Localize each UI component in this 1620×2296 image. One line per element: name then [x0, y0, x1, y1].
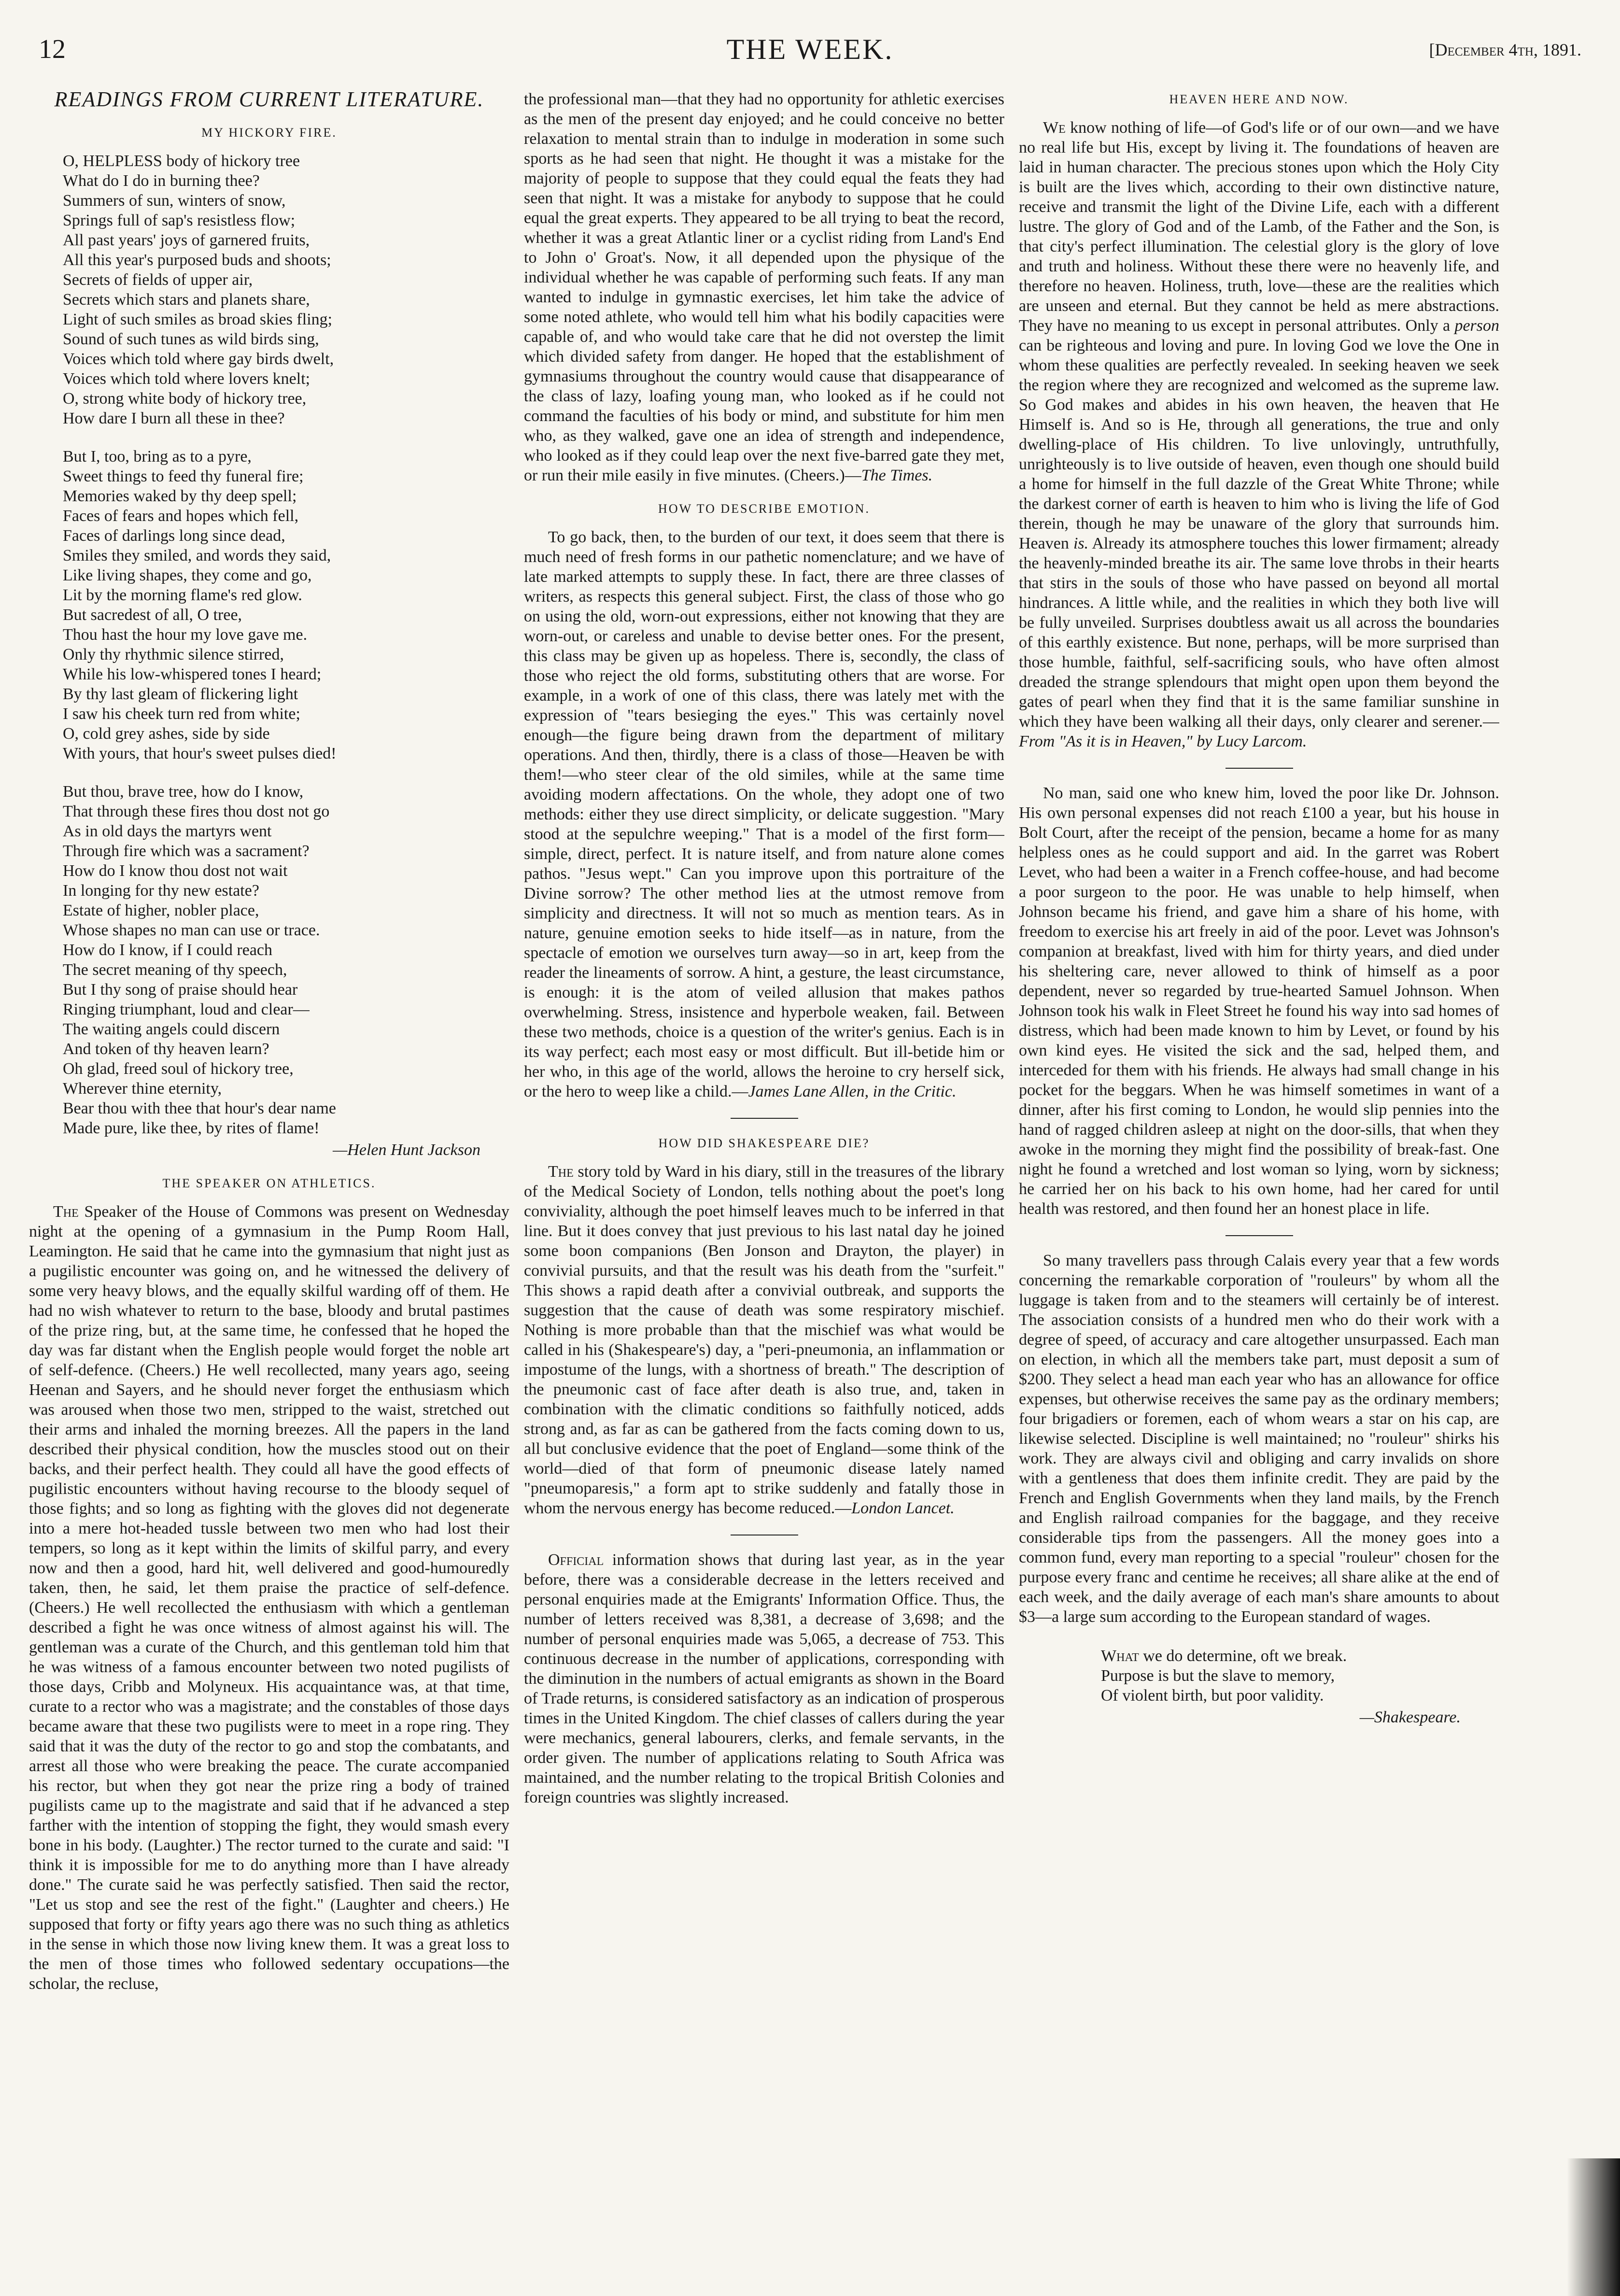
poem-line: Wherever thine eternity,: [63, 1080, 222, 1098]
shakespeare-quote: [1101, 1646, 1499, 1727]
publication-title: THE WEEK.: [726, 33, 894, 65]
poem-line: But thou, brave tree, how do I know,: [63, 783, 304, 801]
poem-line: Voices which told where lovers knelt;: [63, 370, 310, 388]
article-body: Already its atmosphere touches this lower firmament; already the heavenly-minded breathe its air. The same love throbs in their hearts that stirs in the souls of those who have passed on beyond all mortal hindrances. A little while, and the realities in which they both live will be fully unveiled. Surprises doubtless await us all across the boundaries of this earthly existence. But none, perhaps, will be more surprised than those humble, faithful, self-sacrificing souls, who have often almost dreaded the strange splendours that might open upon them beyond the gates of pearl when they find that it is the same familiar sunshine in which they have been walking all their days, only clearer and serener.—: [1019, 535, 1499, 731]
column-left: [29, 89, 509, 2243]
poem-line: Sound of such tunes as wild birds sing,: [63, 330, 319, 348]
lead-word: Official: [548, 1551, 604, 1569]
poem-line: Faces of darlings long since dead,: [63, 527, 285, 545]
article-source: London Lancet.: [851, 1499, 955, 1517]
poem-line: Oh glad, freed soul of hickory tree,: [63, 1060, 294, 1078]
poem-line: Like living shapes, they come and go,: [63, 566, 312, 584]
poem-line: Estate of higher, nobler place,: [63, 901, 259, 919]
poem-line: Made pure, like thee, by rites of flame!: [63, 1119, 320, 1137]
section-heading: READINGS FROM CURRENT LITERATURE.: [54, 89, 484, 111]
lead-word: The: [53, 1203, 79, 1221]
article-body: information shows that during last year, as in the year before, there was a considerable decrease in the letters received and personal enquiries made at the Emigrants' Information Office. Thus, the number of letters received was 8,381, a decrease of 3,698; and the number of personal enquiries made was 5,065, a decrease of 753. This continuous decrease in the number of applications, corresponding with the diminution in the numbers of actual emigrants as shown in the Board of Trade returns, is considered satisfactory as an indication of prosperous times in the United Kingdom. The chief classes of callers during the year were mechanics, general labourers, clerks, and female servants, in the order given. The number of applications relating to South Africa was maintained, and the number relating to the tropical British Colonies and foreign countries was slightly increased.: [524, 1551, 1004, 1806]
poem-line: Secrets which stars and planets share,: [63, 291, 310, 309]
lead-word: The: [548, 1163, 574, 1181]
emphasis: person: [1454, 317, 1499, 335]
lead-word: We: [1043, 119, 1066, 137]
poem-line: Light of such smiles as broad skies fling;: [63, 310, 333, 328]
article-athletics-continued: [524, 89, 1004, 485]
poem-line: Springs full of sap's resistless flow;: [63, 211, 296, 229]
article-source: James Lane Allen, in the Critic.: [748, 1083, 957, 1100]
divider-rule: [731, 1118, 798, 1119]
article-heaven: [1019, 118, 1499, 751]
poem-line: In longing for thy new estate?: [63, 882, 259, 900]
poem-line: That through these fires thou dost not go: [63, 803, 330, 820]
poem-line: While his low-whispered tones I heard;: [63, 665, 322, 683]
emphasis: is.: [1073, 535, 1089, 552]
poem-line: Secrets of fields of upper air,: [63, 271, 253, 289]
quote-line-2: Purpose is but the slave to memory,: [1101, 1667, 1335, 1685]
article-title-emotion: HOW TO DESCRIBE EMOTION.: [658, 502, 870, 516]
quote-line-1: [1101, 1646, 1499, 1666]
poem-line: But I, too, bring as to a pyre,: [63, 448, 252, 465]
divider-rule: [1226, 768, 1293, 769]
article-source: The Times.: [861, 466, 933, 484]
poem-line: How do I know thou dost not wait: [63, 862, 288, 880]
poem-line: Thou hast the hour my love gave me.: [63, 626, 308, 644]
article-source: From "As it is in Heaven," by Lucy Larcom.: [1019, 732, 1307, 750]
poem-line: Lit by the morning flame's red glow.: [63, 586, 302, 604]
article-emigrants: [524, 1550, 1004, 1807]
poem-line: Bear thou with thee that hour's dear name: [63, 1099, 336, 1117]
poem-stanza-1: [63, 151, 509, 428]
poem-line: And token of thy heaven learn?: [63, 1040, 269, 1058]
poem-line: O, HELPLESS body of hickory tree: [63, 152, 300, 170]
article-body: know nothing of life—of God's life or of our own—and we have no real life but His, except by living it. The foundations of heaven are laid in human character. The precious stones upon which the Holy City is built are the lives which, according to their own distinctive nature, receive and transmit the light of the Divine Life, each with a different lustre. The glory of God and of the Lamb, of the Father and the Son, is that city's perfect illumination. The celestial glory is the glory of love and truth and holiness. Without these there were no heavenly life, and therefore no heaven. Holiness, truth, love—these are the realities which are unseen and eternal. But they cannot be held as mere abstractions. They have no meaning to us except in personal attributes. Only a: [1019, 119, 1499, 335]
poem-line: But I thy song of praise should hear: [63, 981, 298, 999]
poem-line: O, cold grey ashes, side by side: [63, 725, 270, 743]
lead-word: What: [1101, 1647, 1139, 1665]
poem-stanza-2: [63, 447, 509, 763]
quote-author: —Shakespeare.: [1359, 1708, 1461, 1726]
poem-line: As in old days the martyrs went: [63, 822, 272, 840]
poem-line: But sacredest of all, O tree,: [63, 606, 242, 624]
poem-line: All this year's purposed buds and shoots;: [63, 251, 331, 269]
quote-line-3: Of violent birth, but poor validity.: [1101, 1687, 1324, 1704]
poem-line: I saw his cheek turn red from white;: [63, 705, 300, 723]
poem-stanza-3: [63, 782, 509, 1138]
article-body: the professional man—that they had no opportunity for athletic exercises as the men of the present day enjoyed; and he could conceive no better relaxation to mental strain than to indulge in moderation in some such sports as he had seen that night. He thought it was a mistake for the majority of people to suppose that they could equal the feats they had seen that night. It was a mistake for anybody to suppose that he could equal the great experts. They appeared to be all trying to beat the record, whether it was a great Atlantic liner or a cyclist riding from Land's End to John o' Groat's. Now, it all depended upon the physique of the individual whether he was capable of performing such feats. If any man wanted to indulge in gymnastic exercises, let him take the advice of some noted athlete, who would tell him what his bodily capacities were capable of, and who would take care that he did not overstep the limit which divided safety from danger. He hoped that the establishment of gymnasiums throughout the country would cause that disappearance of the class of lazy, loafing young man, who looked as if he could not command the faculties of his body or mind, and substitute for him men who, as they walked, gave one an idea of strength and independence, who looked as if they could leap over the next five-barred gate they met, or run their mile easily in five minutes. (Cheers.)—: [524, 90, 1004, 484]
poem-line: The secret meaning of thy speech,: [63, 961, 287, 979]
poem-line: With yours, that hour's sweet pulses died!: [63, 745, 337, 762]
poem-line: All past years' joys of garnered fruits,: [63, 231, 310, 249]
quote-text: we do determine, oft we break.: [1139, 1647, 1347, 1665]
page-number: 12: [39, 34, 66, 64]
poem-line: Smiles they smiled, and words they said,: [63, 547, 331, 564]
article-athletics: [29, 1202, 509, 1994]
poem-line: Faces of fears and hopes which fell,: [63, 507, 299, 525]
poem-line: Ringing triumphant, loud and clear—: [63, 1000, 310, 1018]
poem-line: O, strong white body of hickory tree,: [63, 390, 307, 408]
article-shakespeare: [524, 1162, 1004, 1518]
poem-line: Sweet things to feed thy funeral fire;: [63, 467, 304, 485]
article-title-athletics: THE SPEAKER ON ATHLETICS.: [162, 1176, 376, 1190]
issue-date: [December 4th, 1891.: [1429, 40, 1581, 59]
poem-line: Voices which told where gay birds dwelt,: [63, 350, 334, 368]
article-calais: So many travellers pass through Calais every year that a few words concerning the remarkable corporation of "rouleurs" by whom all the luggage is taken from and to the steamers will certainly be of interest. The association consists of a hundred men who do their work with a degree of speed, of accuracy and care altogether unsurpassed. Each man on election, in which all the members take part, must deposit a sum of $200. They select a head man each year who has an allowance for office expenses, but otherwise receives the same pay as the ordinary members; four brigadiers or foremen, each of whom wears a star on his cap, are likewise selected. Discipline is well maintained; no "rouleur" shirks his work. They are always civil and obliging and carry invalids on shore with a gentleness that does them infinite credit. They are paid by the French and English Governments when they land mails, by the French and English railroad companies for the baggage, and they receive considerable tips from the passengers. All the money goes into a common fund, every man reporting to a special "rouleur" chosen for the purpose every franc and centime he receives; all share alike at the end of each week, and the daily average of each man's share amounts to about $3—a large sum according to the European standard of wages.: [1019, 1252, 1499, 1626]
poem-author: —Helen Hunt Jackson: [333, 1141, 480, 1159]
poem-line: Memories waked by thy deep spell;: [63, 487, 297, 505]
article-title-heaven: HEAVEN HERE AND NOW.: [1169, 92, 1349, 106]
poem-hickory-fire: [63, 151, 509, 1138]
poem-line: Only thy rhythmic silence stirred,: [63, 646, 284, 663]
article-body: can be righteous and loving and pure. In loving God we love the One in whom these qualities are perfectly revealed. In seeking heaven we seek the region where they are recognized and welcomed as the supreme law. So God makes and abides in his own heaven, the heaven that He Himself is. And so is He, through all generations, the true and only dwelling-place of His children. To live unlovingly, untruthfully, unrighteously is to live outside of heaven, even though one should build a home for himself in the full dazzle of the Great White Throne; while the darkest corner of earth is heaven to him who is living the life of God therein, though he may be unaware of the glory that surrounds him. Heaven: [1019, 337, 1499, 552]
poem-line: What do I do in burning thee?: [63, 172, 260, 190]
article-body: To go back, then, to the burden of our text, it does seem that there is much need of fresh forms in our pathetic nomenclature; and we have of late marked attempts to supply these. In fact, there are three classes of writers, as respects this general subject. First, the class of those who go on using the old, worn-out expressions, either not knowing that they are worn-out, or careless and unable to devise better ones. For the present, this class may be given up as hopeless. There is, secondly, the class of those who reject the old forms, substituting others that are worse. For example, in a work of one of this class, there was lately met with the expression of "tears besieging the eyes." This was certainly novel enough—the figure being drawn from the department of military operations. And then, thirdly, there is a class of those—Heaven be with them!—who steer clear of the old similes, while at the same time avoiding modern affectations. On the whole, they adopt one of two methods: either they use direct simplicity, or delicate suggestion. "Mary stood at the sepulchre weeping." That is a model of the first form—simple, direct, perfect. It is nature itself, and from nature alone comes pathos. "Jesus wept." Can you improve upon this portraiture of the Divine sorrow? The other method lies at the utmost remove from simplicity and directness. It will not so much as mention tears. As in nature, genuine emotion seeks to hide itself—as in nature, from the spectacle of emotion we ourselves turn away—so in art, keep from the reader the lineaments of sorrow. A hint, a gesture, the least circumstance, is enough: it is the atom of veiled allusion that makes pathos overwhelming. Stress, insistence and hyperbole weaken, fail. Between these two methods, choice is a question of the writer's genius. Each is in its way perfect; each most easy or most difficult. But ill-betide him or her who, in this age of the world, allows the heroine to cry herself sick, or the hero to weep like a child.—: [524, 528, 1004, 1100]
column-right: [1019, 89, 1499, 2243]
poem-line: Summers of sun, winters of snow,: [63, 192, 286, 210]
poem-line: How dare I burn all these in thee?: [63, 409, 285, 427]
column-middle: [524, 89, 1004, 2243]
article-body: story told by Ward in his diary, still in the treasures of the library of the Medical Society of London, tells nothing about the poet's long conviviality, although the poet himself leaves much to be inferred in that line. But it does convey that just previous to his last natal day he joined some boon companions (Ben Jonson and Drayton, the player) in convivial pursuits, and that the result was his death from the "surfeit." This shows a rapid death after a convivial outbreak, and supports the suggestion that the cause of death was some respiratory mischief. Nothing is more probable than that the mischief was what would be called in his (Shakespeare's) day, a "peri-pneumonia, an inflammation or impostume of the lungs, with a shortness of breath." The description of the pneumonic cast of face after death is also true, and, taken in combination with the climatic conditions so faithfully noticed, adds strong and, as far as can be gathered from the facts coming down to us, all but conclusive evidence that the poet of England—some think of the world—died of that form of pneumonic disease lately named "pneumoparesis," a form apt to strike suddenly and fatally those in whom the nervous energy has become reduced.—: [524, 1163, 1004, 1517]
article-body: Speaker of the House of Commons was present on Wednesday night at the opening of a gymnasium in the Pump Room Hall, Leamington. He said that he came into the gymnasium that night just as a pugilistic encounter was going on, and he witnessed the delivery of some very heavy blows, and the equally skilful warding off of them. He had no wish whatever to return to the base, bloody and brutal pastimes of the prize ring, but, at the same time, he confessed that he hoped the day was far distant when the English people would forget the noble art of self-defence. (Cheers.) He well recollected, many years ago, seeing Heenan and Sayers, and he should never forget the enthusiasm which was aroused when those two men, stripped to the waist, stretched out their arms and inhaled the morning breezes. All the papers in the land described their physical condition, how the muscles stood out on their backs, and their perfect health. They could all have the good effects of pugilistic encounters without having recourse to the bloody sequel of those fights; and so long as fighting with the gloves did not degenerate into a mere hot-headed tussle between two men who had lost their tempers, so long as it kept within the limits of skilful parry, and every now and then a good, hard hit, well delivered and good-humouredly taken, then, he said, let them praise the practice of self-defence. (Cheers.) He well recollected the enthusiasm with which a gentleman described a fight he was once witness of almost against his will. The gentleman was a curate of the Church, and this gentleman told him that he was witness of a famous encounter between two noted pugilists of those days, Cribb and Molyneux. His acquaintance was, at that time, curate to a rector who was a magistrate; and the constables of those days became aware that these two pugilists were to meet in a rope ring. They said that it was the duty of the rector to go and stop the combatants, and arrest all those who were breaking the peace. The curate accompanied his rector, but when they got near the prize ring a body of trained pugilists came up to the magistrate and said that if he advanced a step farther with the intention of stopping the fight, they would smash every bone in his body. (Laughter.) The rector turned to the curate and said: "I think it is impossible for me to do anything more than I have already done." The curate said he was perfectly satisfied. Then said the rector, "Let us stop and see the rest of the fight." (Laughter and cheers.) He supposed that forty or fifty years ago there was no such thing as athletics in the sense in which those now living knew them. It was a great loss to the men of those times who followed sedentary occupations—the scholar, the recluse,: [29, 1203, 509, 1993]
poem-line: By thy last gleam of flickering light: [63, 685, 298, 703]
divider-rule: [1226, 1235, 1293, 1236]
article-title-shakespeare: HOW DID SHAKESPEARE DIE?: [658, 1136, 870, 1150]
poem-line: How do I know, if I could reach: [63, 941, 272, 959]
poem-title: MY HICKORY FIRE.: [201, 126, 337, 140]
poem-line: Whose shapes no man can use or trace.: [63, 921, 320, 939]
scan-edge-shadow: [1567, 2158, 1620, 2296]
masthead: [29, 29, 1591, 72]
poem-line: The waiting angels could discern: [63, 1020, 280, 1038]
poem-line: Through fire which was a sacrament?: [63, 842, 310, 860]
article-emotion: [524, 527, 1004, 1101]
article-johnson: No man, said one who knew him, loved the poor like Dr. Johnson. His own personal expenses did not reach £100 a year, but his house in Bolt Court, after the receipt of the pension, became a home for as many helpless ones as he could support and aid. In the garret was Robert Levet, who had been a waiter in a French coffee-house, and had become a poor surgeon to the poor. He was unable to help himself, when Johnson became his friend, and gave him a share of his home, with freedom to exercise his art freely in aid of the poor. Levet was Johnson's companion at breakfast, lived with him for thirty years, and died under his sheltering care, never allowed to think of himself as a poor dependent, never so regarded by true-hearted Samuel Johnson. When Johnson took his walk in Fleet Street he found his way into sad homes of distress, which had been made known to him by Levet, or found by his own kind eyes. He visited the sick and the sad, helped them, and interceded for them with his friends. He always had small change in his pocket for the beggars. When he was himself sometimes in want of a dinner, after his first coming to London, he would slip pennies into the hand of ragged children asleep at night on the door-sills, that when they awoke in the morning they might find the possibility of break-fast. One night he found a wretched and lost woman so lying, worn by sickness; he carried her on his back to his own home, had her cared for until health was restored, and then found her an honest place in life.: [1019, 784, 1499, 1218]
